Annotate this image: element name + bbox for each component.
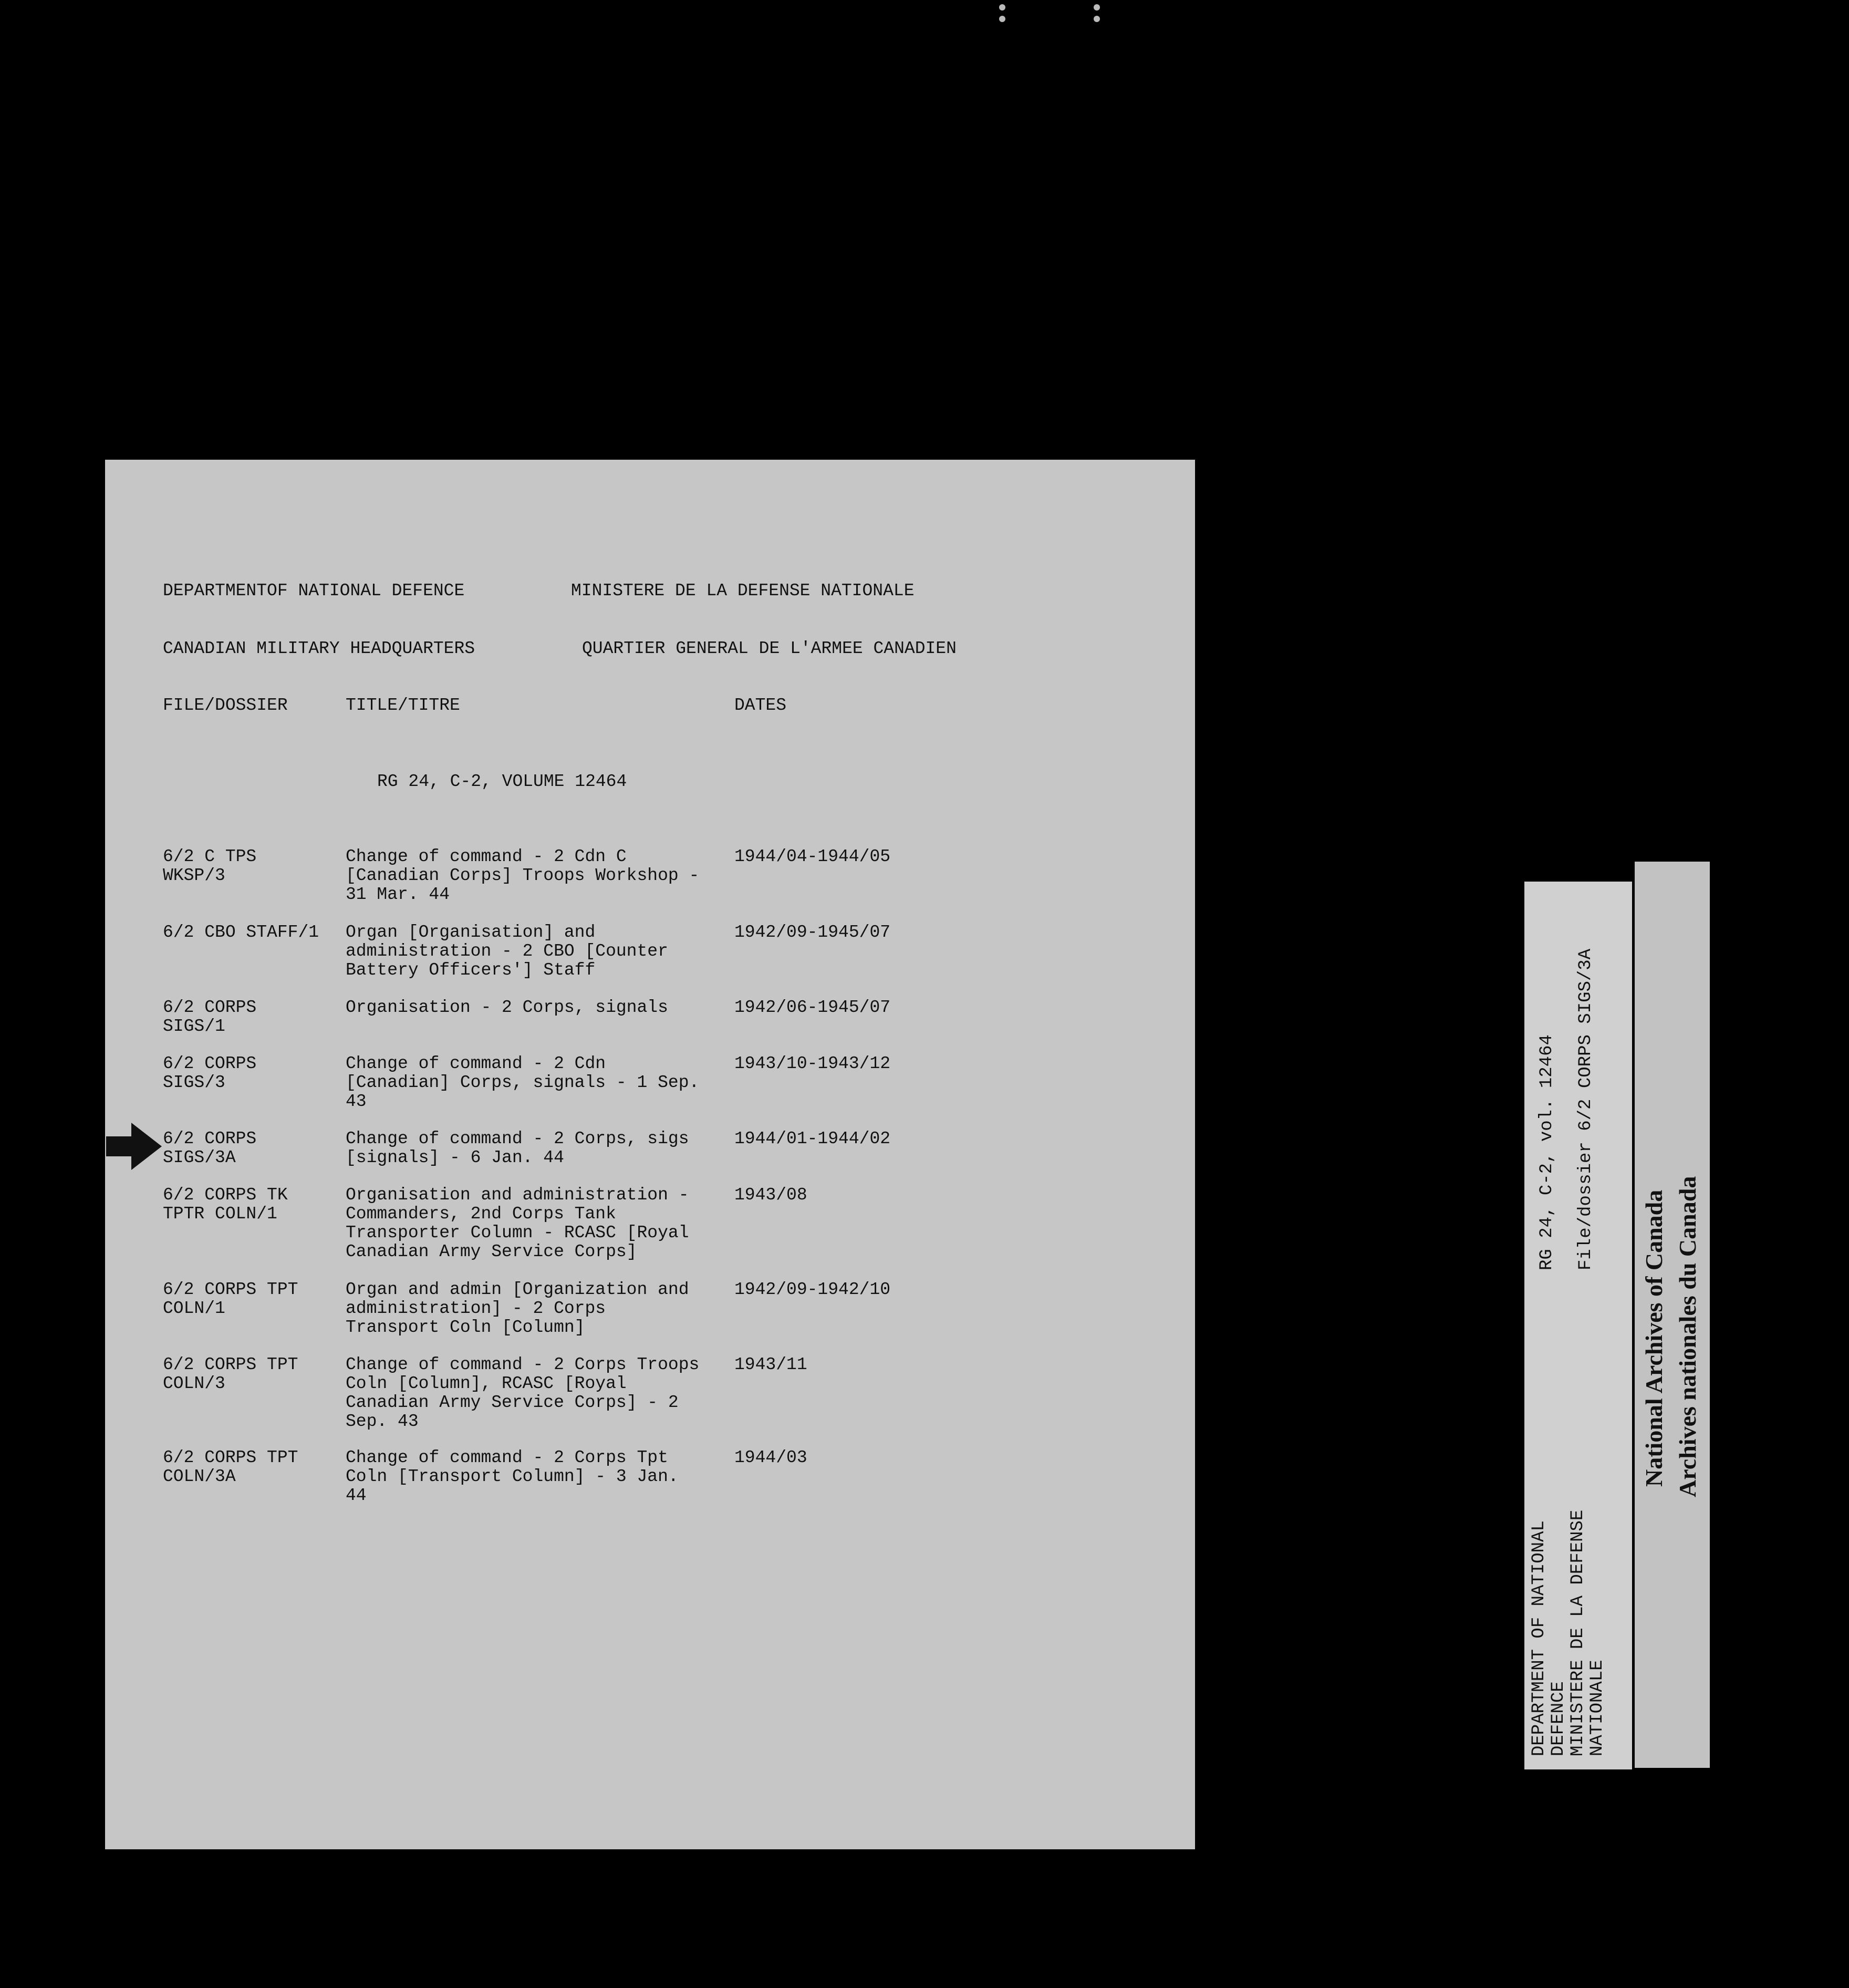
- file-dates: 1944/04-1944/05: [734, 847, 891, 866]
- stamp-line-en: National Archives of Canada: [1640, 1189, 1667, 1487]
- file-dates: 1944/03: [734, 1448, 807, 1467]
- header-dept-en: DEPARTMENTOF NATIONAL DEFENCE: [163, 581, 465, 600]
- file-code: 6/2 C TPS WKSP/3: [163, 847, 257, 885]
- file-dates: 1943/11: [734, 1355, 807, 1374]
- column-header-title: TITLE/TITRE: [346, 696, 460, 715]
- file-code: 6/2 CORPS TPT COLN/3: [163, 1355, 298, 1393]
- film-mark: [1094, 16, 1100, 22]
- file-title: Organisation and administration - Commanders, 2nd Corps Tank Transporter Column - RCASC [Royal Canadian Army Service Corps]: [346, 1185, 689, 1261]
- file-code: 6/2 CORPS SIGS/3A: [163, 1129, 257, 1167]
- column-header-file: FILE/DOSSIER: [163, 696, 288, 715]
- header-dept-fr: MINISTERE DE LA DEFENSE NATIONALE: [571, 581, 915, 600]
- header-hq-fr: QUARTIER GENERAL DE L'ARMEE CANADIEN: [582, 639, 957, 658]
- file-code: 6/2 CORPS SIGS/1: [163, 998, 257, 1036]
- film-mark: [999, 4, 1005, 11]
- film-mark: [999, 16, 1005, 22]
- file-dates: 1943/10-1943/12: [734, 1054, 891, 1073]
- label-department: DEPARTMENT OF NATIONAL DEFENCE MINISTERE DE LA DEFENSE NATIONALE: [1529, 1509, 1607, 1756]
- file-title: Change of command - 2 Corps Tpt Coln [Transport Column] - 3 Jan. 44: [346, 1448, 679, 1505]
- volume-heading: RG 24, C-2, VOLUME 12464: [377, 772, 627, 791]
- column-header-dates: DATES: [734, 696, 787, 715]
- archives-stamp: [1635, 862, 1710, 1768]
- file-title: Change of command - 2 Corps, sigs [signals] - 6 Jan. 44: [346, 1129, 689, 1167]
- file-dates: 1943/08: [734, 1185, 807, 1205]
- file-title: Organ and admin [Organization and administration] - 2 Corps Transport Coln [Column]: [346, 1280, 689, 1337]
- file-title: Change of command - 2 Cdn C [Canadian Corps] Troops Workshop - 31 Mar. 44: [346, 847, 700, 904]
- file-title: Organ [Organisation] and administration - 2 CBO [Counter Battery Officers'] Staff: [346, 923, 668, 980]
- file-title: Change of command - 2 Cdn [Canadian] Corps, signals - 1 Sep. 43: [346, 1054, 700, 1111]
- file-title: Organisation - 2 Corps, signals: [346, 998, 668, 1017]
- file-dates: 1942/09-1942/10: [734, 1280, 891, 1299]
- stamp-line-fr: Archives nationales du Canada: [1674, 1176, 1701, 1497]
- file-dates: 1942/09-1945/07: [734, 923, 891, 942]
- file-code: 6/2 CORPS TPT COLN/1: [163, 1280, 298, 1318]
- file-title: Change of command - 2 Corps Troops Coln [Column], RCASC [Royal Canadian Army Service Corps] - 2 Sep. 43: [346, 1355, 700, 1431]
- file-code: 6/2 CORPS TPT COLN/3A: [163, 1448, 298, 1486]
- file-code: 6/2 CORPS SIGS/3: [163, 1054, 257, 1092]
- file-code: 6/2 CORPS TK TPTR COLN/1: [163, 1185, 288, 1224]
- document-sheet: [105, 460, 1195, 1849]
- label-reference: RG 24, C-2, vol. 12464 File/dossier 6/2 CORPS SIGS/3A: [1537, 948, 1596, 1270]
- file-dates: 1942/06-1945/07: [734, 998, 891, 1017]
- header-hq-en: CANADIAN MILITARY HEADQUARTERS: [163, 639, 475, 658]
- file-dates: 1944/01-1944/02: [734, 1129, 891, 1148]
- film-mark: [1094, 4, 1100, 11]
- file-label-strip: [1524, 882, 1632, 1769]
- arrow-pointer-icon: [105, 1123, 163, 1170]
- file-code: 6/2 CBO STAFF/1: [163, 923, 319, 942]
